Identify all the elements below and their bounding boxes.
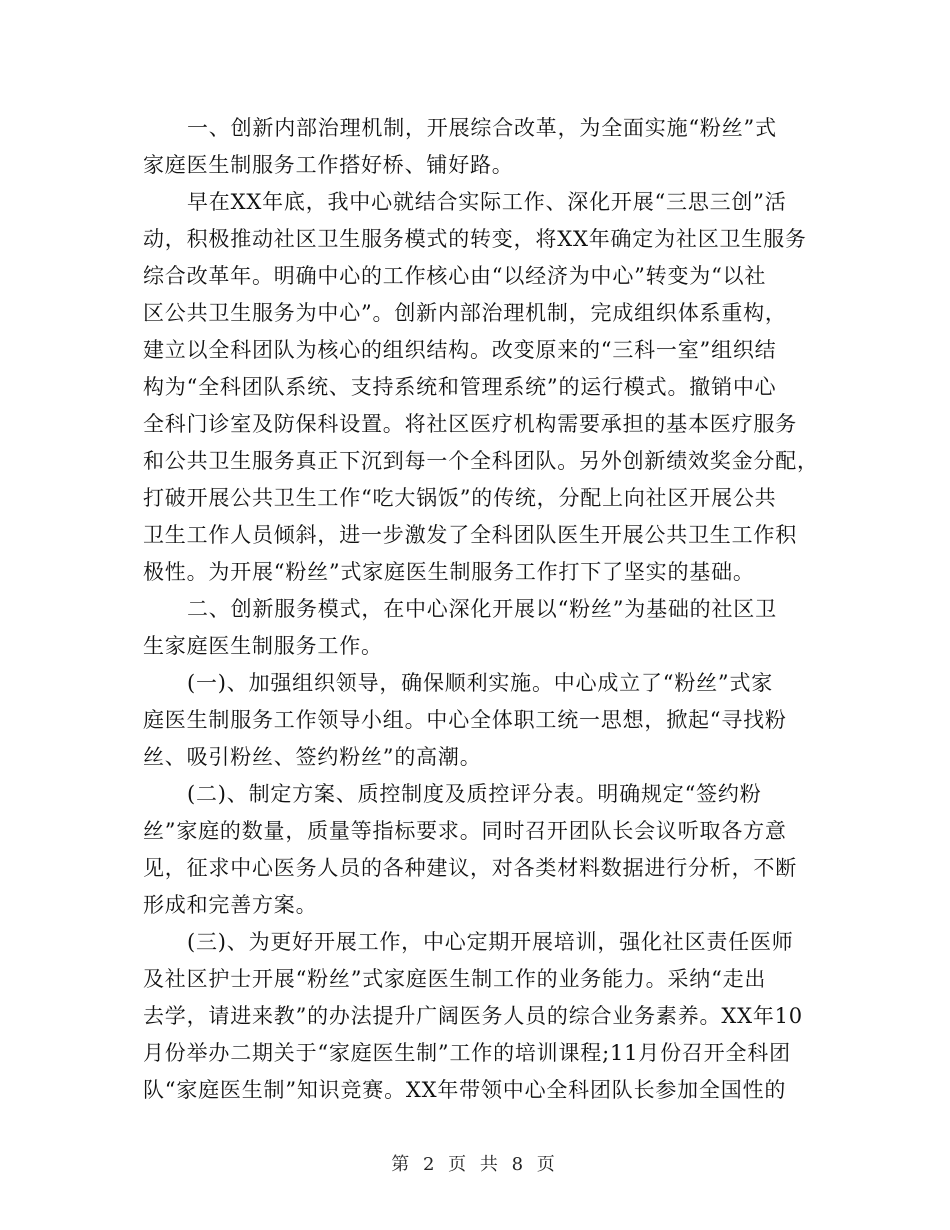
text-line: 见，征求中心医务人员的各种建议，对各类材料数据进行分析，不断 xyxy=(143,856,797,880)
text-line: 丝”家庭的数量，质量等指标要求。同时召开团队长会议听取各方意 xyxy=(143,819,787,843)
text-line: 生家庭医生制服务工作。 xyxy=(143,634,383,658)
text-line: (一)、加强组织领导，确保顺利实施。中心成立了“粉丝”式家 xyxy=(187,671,774,695)
text-line: 二、创新服务模式，在中心深化开展以“粉丝”为基础的社区卫 xyxy=(187,597,777,621)
text-line: 月份举办二期关于“家庭医生制”工作的培训课程;11月份召开全科团 xyxy=(143,1041,791,1065)
text-line: 队“家庭医生制”知识竞赛。XX年带领中心全科团队长参加全国性的 xyxy=(143,1078,787,1102)
text-line: 卫生工作人员倾斜，进一步激发了全科团队医生开展公共卫生工作积 xyxy=(143,523,797,547)
page-number-footer: 第 2 页 共 8 页 xyxy=(391,1154,559,1175)
text-line: 庭医生制服务工作领导小组。中心全体职工统一思想，掀起“寻找粉 xyxy=(143,708,787,732)
text-line: 区公共卫生服务为中心”。创新内部治理机制，完成组织体系重构， xyxy=(143,301,787,325)
text-line: (二)、制定方案、质控制度及质控评分表。明确规定“签约粉 xyxy=(187,782,762,806)
text-line: 和公共卫生服务真正下沉到每一个全科团队。另外创新绩效奖金分配， xyxy=(143,449,819,473)
text-line: 早在XX年底，我中心就结合实际工作、深化开展“三思三创”活 xyxy=(187,190,787,214)
text-line: 丝、吸引粉丝、签约粉丝”的高潮。 xyxy=(143,745,482,769)
text-line: 极性。为开展“粉丝”式家庭医生制服务工作打下了坚实的基础。 xyxy=(143,560,755,584)
text-line: 构为“全科团队系统、支持系统和管理系统”的运行模式。撤销中心 xyxy=(143,375,777,399)
text-line: 去学，请进来教”的办法提升广阔医务人员的综合业务素养。XX年10 xyxy=(143,1004,803,1028)
text-line: 动，积极推动社区卫生服务模式的转变，将XX年确定为社区卫生服务 xyxy=(143,227,807,251)
text-line: 及社区护士开展“粉丝”式家庭医生制工作的业务能力。采纳“走出 xyxy=(143,967,767,991)
text-line: 打破开展公共卫生工作“吃大锅饭”的传统，分配上向社区开展公共 xyxy=(143,486,777,510)
text-line: 建立以全科团队为核心的组织结构。改变原来的“三科一室”组织结 xyxy=(143,338,777,362)
text-line: (三)、为更好开展工作，中心定期开展培训，强化社区责任医师 xyxy=(187,930,794,954)
text-line: 综合改革年。明确中心的工作核心由“以经济为中心”转变为“以社 xyxy=(143,264,767,288)
text-line: 家庭医生制服务工作搭好桥、铺好路。 xyxy=(143,153,514,177)
text-line: 一、创新内部治理机制，开展综合改革，为全面实施“粉丝”式 xyxy=(187,116,777,140)
text-line: 全科门诊室及防保科设置。将社区医疗机构需要承担的基本医疗服务 xyxy=(143,412,797,436)
text-line: 形成和完善方案。 xyxy=(143,893,318,917)
